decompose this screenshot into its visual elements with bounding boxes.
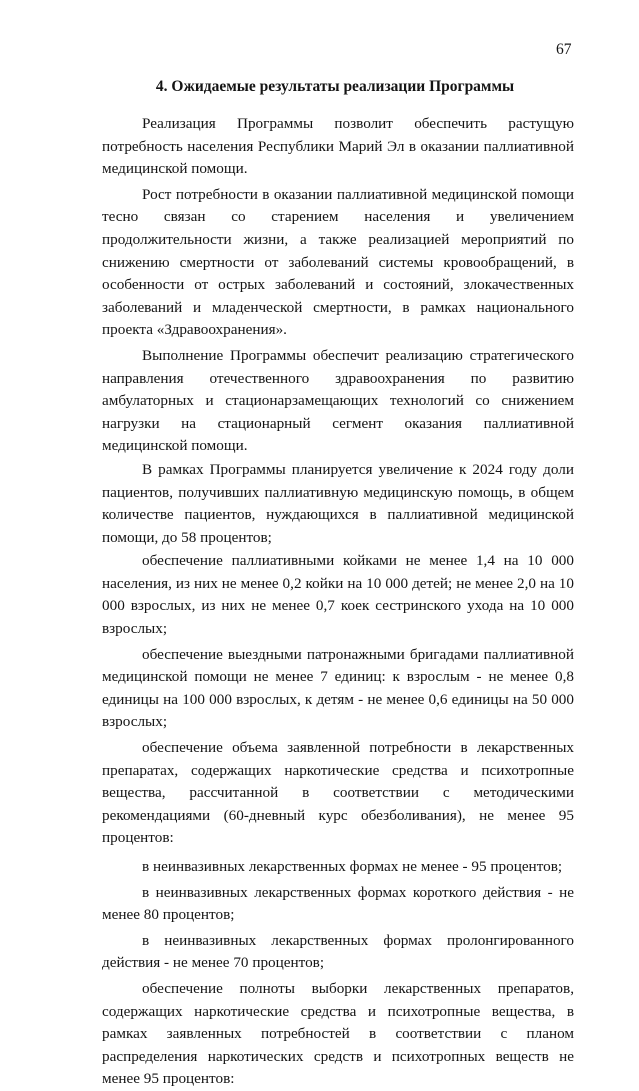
paragraph-intro: Реализация Программы позволит обеспечить растущую потребность населения Республики Марий Эл в оказании паллиативной медицинской помощи. [102, 115, 574, 178]
paragraph-strategic-direction: Выполнение Программы обеспечит реализацию стратегического направления отечественного здравоохранения по развитию амбулаторных и стационарзамещающих технологий со снижением нагрузки на стационарный сегмент оказания паллиативной медицинской помощи. [102, 346, 574, 455]
paragraph-noninvasive-forms: в неинвазивных лекарственных формах не менее - 95 процентов; [142, 858, 563, 875]
section-title: 4. Ожидаемые результаты реализации Программы [155, 78, 515, 95]
page-number: 67 [556, 41, 572, 58]
paragraph-drug-selection-completeness: обеспечение полноты выборки лекарственных препаратов, содержащих наркотические средства и психотропные вещества, в рамках заявленных потребностей в соответствии с планом распределения наркотических средств и психотропных веществ не менее 95 процентов: [102, 979, 574, 1088]
paragraph-mobile-teams-target: обеспечение выездными патронажными бригадами паллиативной медицинской помощи не менее 7 единиц: к взрослым - не менее 0,8 единицы на 100 000 взрослых, к детям - не менее 0,6 единицы на 50 000 взрослых; [102, 645, 574, 731]
paragraph-short-acting-forms: в неинвазивных лекарственных формах короткого действия - не менее 80 процентов; [102, 883, 574, 924]
document-body [102, 113, 574, 1091]
paragraph-prolonged-forms: в неинвазивных лекарственных формах пролонгированного действия - не менее 70 процентов; [102, 931, 574, 972]
paragraph-demand-growth: Рост потребности в оказании паллиативной медицинской помощи тесно связан со старением населения и увеличением продолжительности жизни, а также реализацией мероприятий по снижению смертности от заболеваний системы кровообращений, в особенности от острых заболеваний и состояний, злокачественных заболеваний и младенческой смертности, в рамках национального проекта «Здравоохранения». [102, 185, 574, 339]
paragraph-share-target: В рамках Программы планируется увеличение к 2024 году доли пациентов, получивших паллиативную медицинскую помощь, в общем количестве пациентов, нуждающихся в паллиативной медицинской помощи, до 58 процентов; [102, 460, 574, 546]
paragraph-drug-supply-target: обеспечение объема заявленной потребности в лекарственных препаратах, содержащих наркотические средства и психотропные вещества, рассчитанной в соответствии с методическими рекомендациями (60-дневный курс обезболивания), не менее 95 процентов: [102, 739, 574, 847]
paragraph-beds-target: обеспечение паллиативными койками не менее 1,4 на 10 000 населения, из них не менее 0,2 койки на 10 000 детей; не менее 2,0 на 10 000 взрослых, из них не менее 0,7 коек сестринского ухода на 10 000 взрослых; [102, 552, 574, 638]
